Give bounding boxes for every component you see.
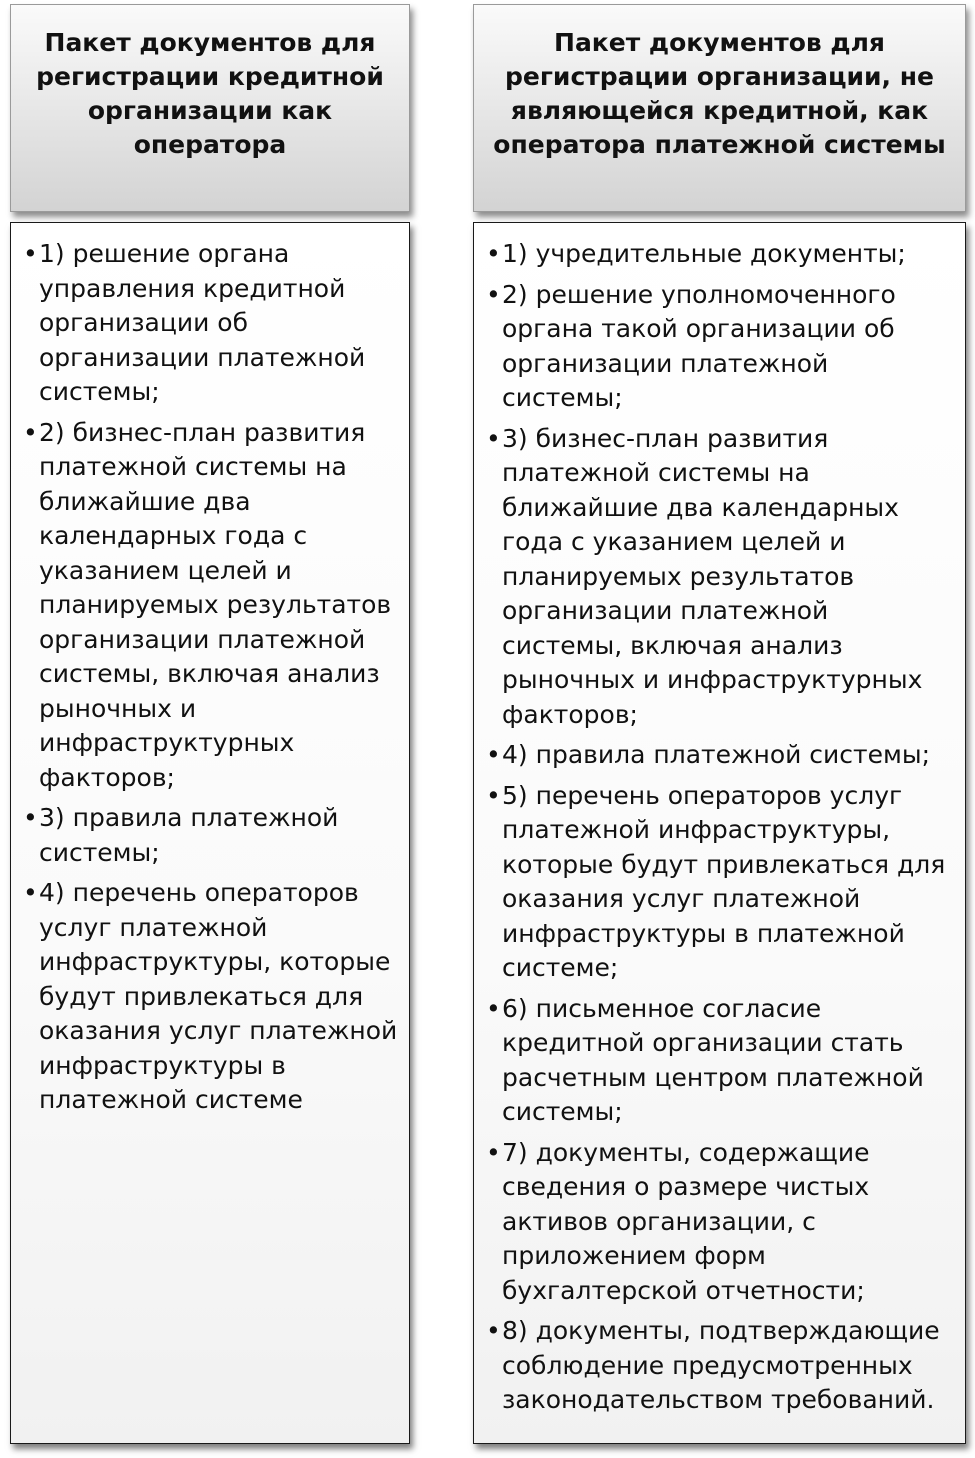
- bullet-icon: •: [486, 740, 501, 769]
- list-item: [23, 801, 401, 870]
- right-header-box: [473, 4, 966, 212]
- list-item: [486, 738, 957, 773]
- list-item: [486, 237, 957, 272]
- bullet-icon: •: [23, 417, 38, 447]
- list-item: [486, 1136, 957, 1309]
- bullet-icon: •: [486, 780, 501, 810]
- list-item: [23, 876, 401, 1118]
- list-item: [486, 422, 957, 733]
- list-item: [486, 992, 957, 1130]
- list-item-text: 3) бизнес-план развития платежной системы на ближайшие два календарных года с указанием целей и планируемых результатов организации платежной системы, включая анализ рыночных и инфраструктурных факторов;: [502, 423, 923, 729]
- list-item-text: 5) перечень операторов услуг платежной инфраструктуры, которые будут привлекаться для оказания услуг платежной инфраструктуры в платежной системе;: [502, 780, 946, 982]
- bullet-icon: •: [23, 239, 38, 268]
- bullet-icon: •: [23, 878, 38, 907]
- bullet-icon: •: [486, 239, 501, 268]
- left-header-box: [10, 4, 410, 212]
- list-item-text: 4) перечень операторов услуг платежной инфраструктуры, которые будут привлекаться для оказания услуг платежной инфраструктуры в платежной системе: [39, 878, 398, 1114]
- list-item: [486, 1314, 957, 1418]
- list-item: [23, 416, 401, 796]
- left-header-title: Пакет документов для регистрации кредитной организации как оператора: [36, 28, 384, 159]
- right-document-list-box: [473, 222, 966, 1444]
- list-item-text: 2) бизнес-план развития платежной системы на ближайшие два календарных года с указанием целей и планируемых результатов организации платежной системы, включая анализ рыночных и инфраструктурных факторов;: [39, 417, 392, 792]
- bullet-icon: •: [486, 1137, 501, 1167]
- bullet-icon: •: [23, 803, 38, 832]
- list-item: [23, 237, 401, 410]
- list-item-text: 2) решение уполномоченного органа такой организации об организации платежной системы;: [502, 279, 896, 412]
- list-item-text: 1) учредительные документы;: [502, 239, 906, 268]
- list-item-text: 8) документы, подтверждающие соблюдение предусмотренных законодательством требований.: [502, 1316, 940, 1414]
- list-item: [486, 278, 957, 416]
- bullet-icon: •: [486, 279, 501, 309]
- list-item-text: 6) письменное согласие кредитной организации стать расчетным центром платежной системы;: [502, 993, 924, 1126]
- bullet-icon: •: [486, 423, 501, 453]
- list-item-text: 4) правила платежной системы;: [502, 740, 931, 769]
- right-header-title: Пакет документов для регистрации организации, не являющейся кредитной, как оператора платежной системы: [493, 28, 946, 159]
- bullet-icon: •: [486, 1316, 501, 1345]
- left-document-list: [23, 237, 401, 1118]
- list-item-text: 7) документы, содержащие сведения о размере чистых активов организации, с приложением форм бухгалтерской отчетности;: [502, 1137, 870, 1305]
- list-item-text: 1) решение органа управления кредитной организации об организации платежной системы;: [39, 239, 366, 406]
- left-document-list-box: [10, 222, 410, 1444]
- right-document-list: [486, 237, 957, 1418]
- list-item: [486, 779, 957, 986]
- list-item-text: 3) правила платежной системы;: [39, 803, 339, 867]
- bullet-icon: •: [486, 993, 501, 1023]
